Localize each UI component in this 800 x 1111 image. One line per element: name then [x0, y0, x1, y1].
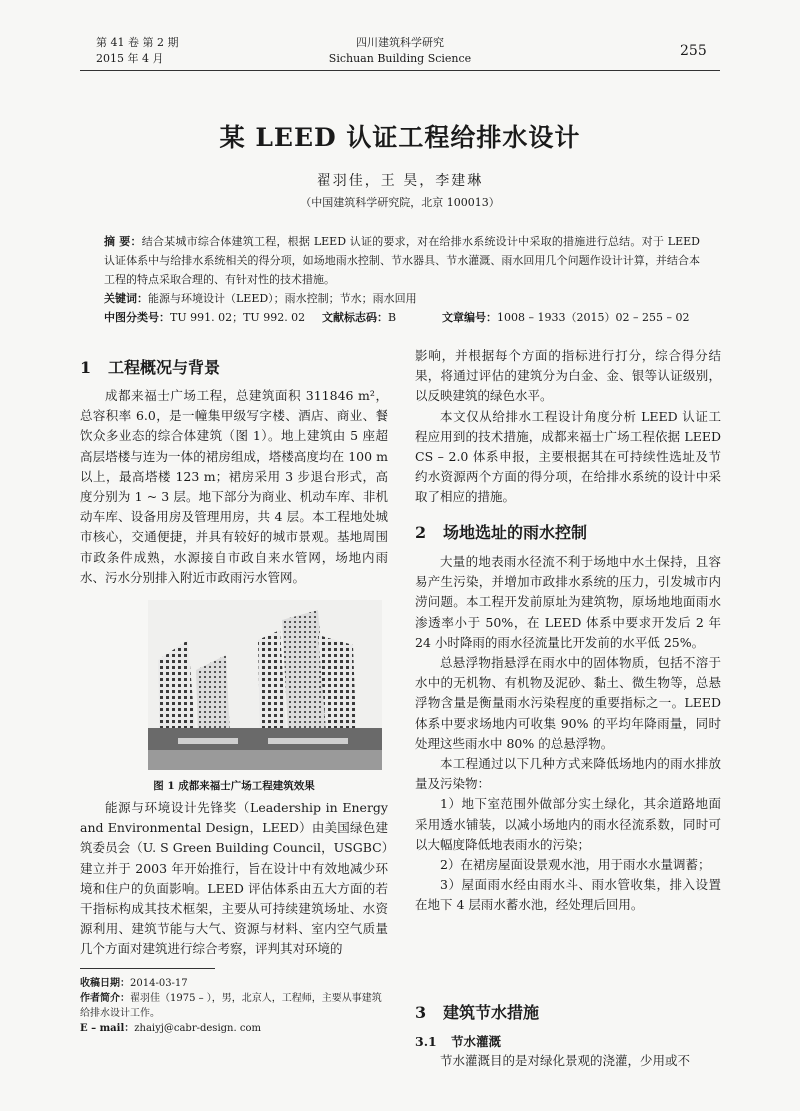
section-number: 2: [415, 523, 427, 542]
email-value: zhaiyj@cabr-design. com: [134, 1023, 261, 1034]
left-column-bottom: [80, 798, 388, 960]
building-rendering-figure: [148, 600, 382, 770]
doc-code-value: B: [388, 311, 397, 324]
subsection-number: 3.1: [415, 1034, 437, 1049]
section-3-heading: [415, 1000, 539, 1023]
received-label: 收稿日期：: [80, 978, 130, 989]
clc-label: 中图分类号：: [104, 311, 170, 324]
list-item: 1）地下室范围外做部分实土绿化，其余道路地面采用透水铺装，以减小场地内的雨水径流系数，同时可以大幅度降低地表雨水的污染；: [415, 796, 721, 852]
page-number: 255: [680, 43, 707, 59]
clc-value: TU 991. 02；TU 992. 02: [170, 311, 306, 324]
paragraph: 总悬浮物指悬浮在雨水中的固体物质，包括不溶于水中的无机物、有机物及泥砂、黏土、微生物等，总悬浮物含量是衡量雨水污染程度的重要指标之一。LEED 体系中要求场地内可收集 90% 的平均年降雨量，同时处理这些雨水中 80% 的总悬浮物。: [415, 655, 721, 751]
paragraph: 能源与环境设计先锋奖（Leadership in Energy and Environmental Design，LEED）由美国绿色建筑委员会（U. S Green Building Council，USGBC）建立并于 2003 年开始推行，旨在设计中有效地减少环境和住户的负面影响。LEED 评估体系由五大方面的若干指标构成其技术框架，主要从可持续建筑场址、水资源利用、建筑节能与大气、资源与材料、室内空气质量几个方面对建筑进行综合考察，评判其对环境的: [80, 800, 388, 957]
journal-name-cn: 四川建筑科学研究: [356, 36, 444, 49]
article-no-field: [442, 309, 689, 325]
header-rule: [80, 70, 720, 71]
abstract-text: 结合某城市综合体建筑工程，根据 LEED 认证的要求，对在给排水系统设计中采取的措施进行总结。对于 LEED 认证体系中与给排水系统相关的得分项，如场地雨水控制、节水器具、节水灌溉、雨水回用几个问题作设计计算，并结合本工程的特点采取合理的、有针对性的技术措施。: [104, 235, 700, 286]
right-column-middle: [415, 552, 721, 916]
subsection-3-1-heading: [415, 1032, 501, 1050]
doc-code-field: [322, 309, 396, 325]
abstract-label: 摘 要：: [104, 235, 142, 248]
keywords: [104, 290, 417, 306]
keywords-text: 能源与环境设计（LEED）；雨水控制；节水；雨水回用: [148, 292, 417, 305]
section-1-heading: [80, 355, 220, 378]
section-title: 工程概况与背景: [108, 358, 221, 377]
street: [148, 750, 382, 770]
paragraph: 影响，并根据每个方面的指标进行打分，综合得分结果，将通过评估的建筑分为白金、金、银等认证级别，以反映建筑的绿色水平。: [415, 348, 721, 404]
journal-issue-info: [96, 35, 178, 67]
received-value: 2014-03-17: [130, 978, 188, 989]
section-number: 3: [415, 1003, 427, 1022]
footnote: [80, 976, 390, 1036]
abstract: [104, 232, 700, 289]
paper-title: 某 LEED 认证工程给排水设计: [219, 123, 581, 152]
figure-caption: 图 1 成都来福士广场工程建筑效果: [153, 780, 315, 792]
clc-field: [104, 309, 305, 325]
doc-code-label: 文献标志码：: [322, 311, 388, 324]
paragraph: 本文仅从给排水工程设计角度分析 LEED 认证工程应用到的技术措施，成都来福士广场工程依据 LEED CS – 2.0 体系申报，主要根据其在可持续性选址及节约水资源两个方面的得分项，在给排水系统的设计中采取了相应的措施。: [415, 408, 721, 505]
left-column-top: [80, 386, 388, 588]
author-email: [80, 1021, 390, 1036]
subsection-title: 节水灌溉: [451, 1034, 502, 1049]
article-no-value: 1008 – 1933（2015）02 – 255 – 02: [497, 311, 690, 324]
author-bio-text: 翟羽佳（1975 – ），男，北京人，工程师，主要从事建筑给排水设计工作。: [80, 993, 382, 1019]
keywords-label: 关键词：: [104, 292, 148, 305]
right-column-top: [415, 346, 721, 508]
paragraph: 成都来福士广场工程，总建筑面积 311846 m²，总容积率 6.0，是一幢集甲级写字楼、酒店、商业、餐饮众多业态的综合体建筑（图 1）。地上建筑由 5 座超高层塔楼与连为一体的裙房组成，塔楼高度均在 100 m 以上，最高塔楼 123 m；裙房采用 3 步退台形式，高度分别为 1 ~ 3 层。地下部分为商业、机动车库、非机动车库、设备用房及管理用房，共 4 层。本工程地处城市核心，交通便捷，并具有较好的城市景观。基地周围市政条件成熟，水源接自市政自来水管网，场地内雨水、污水分别排入附近市政雨污水管网。: [80, 388, 388, 585]
footnote-rule: [80, 968, 215, 969]
email-label: E – mail：: [80, 1023, 135, 1034]
volume-issue: 第 41 卷 第 2 期: [96, 36, 179, 49]
author-bio: [80, 991, 390, 1021]
journal-name-en: Sichuan Building Science: [328, 52, 472, 65]
authors: 翟羽佳，王 昊，李建琳: [316, 173, 484, 189]
section-number: 1: [80, 358, 92, 377]
section-title: 建筑节水措施: [443, 1003, 540, 1022]
right-column-bottom: [415, 1051, 721, 1071]
list-item: 2）在裙房屋面设景观水池，用于雨水水量调蓄；: [440, 857, 711, 873]
paragraph: 节水灌溉目的是对绿化景观的浇灌，少用或不: [440, 1053, 691, 1068]
affiliation: （中国建筑科学研究院，北京 100013）: [300, 196, 500, 209]
article-no-label: 文章编号：: [442, 311, 497, 324]
received-date: [80, 976, 390, 991]
list-item: 3）屋面雨水经由雨水斗、雨水管收集，排入设置在地下 4 层雨水蓄水池，经处理后回用。: [415, 877, 721, 913]
paragraph: 本工程通过以下几种方式来降低场地内的雨水排放量及污染物：: [415, 756, 721, 792]
issue-date: 2015 年 4 月: [96, 52, 164, 65]
section-title: 场地选址的雨水控制: [443, 523, 588, 542]
journal-name: [300, 35, 500, 67]
author-bio-label: 作者简介：: [80, 993, 130, 1004]
tower-2: [196, 655, 230, 740]
paragraph: 大量的地表雨水径流不利于场地中水土保持，且容易产生污染，并增加市政排水系统的压力，引发城市内涝问题。本工程开发前原址为建筑物，原场地地面雨水渗透率小于 50%，在 LEED 体系中要求开发后 2 年 24 小时降雨的雨水径流量比开发前的水平低 25%。: [415, 554, 721, 650]
section-2-heading: [415, 520, 587, 543]
